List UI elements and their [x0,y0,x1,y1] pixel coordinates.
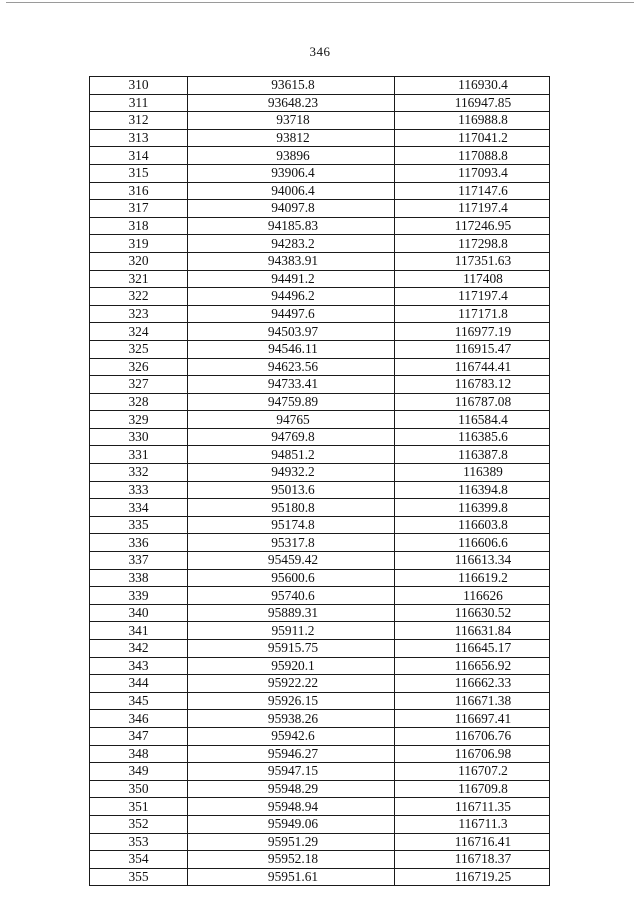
y-coordinate-cell: 116716.41 [395,833,550,851]
table-row [90,376,550,394]
table-row [90,763,550,781]
x-coordinate-cell: 95952.18 [188,851,395,869]
x-coordinate-cell: 95013.6 [188,481,395,499]
x-coordinate-cell: 93812 [188,129,395,147]
x-coordinate-cell: 93648.23 [188,94,395,112]
x-coordinate-cell: 94769.8 [188,428,395,446]
point-number-cell: 336 [90,534,188,552]
y-coordinate-cell: 116385.6 [395,428,550,446]
table-row [90,464,550,482]
y-coordinate-cell: 116619.2 [395,569,550,587]
y-coordinate-cell: 116626 [395,587,550,605]
x-coordinate-cell: 95938.26 [188,710,395,728]
y-coordinate-cell: 116787.08 [395,393,550,411]
x-coordinate-cell: 95459.42 [188,552,395,570]
table-row [90,675,550,693]
point-number-cell: 329 [90,411,188,429]
y-coordinate-cell: 116744.41 [395,358,550,376]
x-coordinate-cell: 95951.61 [188,868,395,886]
y-coordinate-cell: 116389 [395,464,550,482]
y-coordinate-cell: 116707.2 [395,763,550,781]
y-coordinate-cell: 116783.12 [395,376,550,394]
x-coordinate-cell: 94497.6 [188,305,395,323]
y-coordinate-cell: 116706.76 [395,727,550,745]
x-coordinate-cell: 94496.2 [188,288,395,306]
point-number-cell: 330 [90,428,188,446]
x-coordinate-cell: 95922.22 [188,675,395,693]
y-coordinate-cell: 116613.34 [395,552,550,570]
y-coordinate-cell: 116603.8 [395,516,550,534]
point-number-cell: 338 [90,569,188,587]
x-coordinate-cell: 93896 [188,147,395,165]
point-number-cell: 323 [90,305,188,323]
table-row [90,569,550,587]
table-row [90,112,550,130]
y-coordinate-cell: 116387.8 [395,446,550,464]
table-row [90,235,550,253]
point-number-cell: 354 [90,851,188,869]
point-number-cell: 327 [90,376,188,394]
y-coordinate-cell: 117351.63 [395,252,550,270]
point-number-cell: 318 [90,217,188,235]
y-coordinate-cell: 117298.8 [395,235,550,253]
point-number-cell: 342 [90,640,188,658]
x-coordinate-cell: 94006.4 [188,182,395,200]
y-coordinate-cell: 116394.8 [395,481,550,499]
table-row [90,446,550,464]
point-number-cell: 347 [90,727,188,745]
table-row [90,622,550,640]
y-coordinate-cell: 117147.6 [395,182,550,200]
table-row [90,217,550,235]
y-coordinate-cell: 117246.95 [395,217,550,235]
x-coordinate-cell: 94765 [188,411,395,429]
x-coordinate-cell: 95600.6 [188,569,395,587]
table-row [90,252,550,270]
point-number-cell: 343 [90,657,188,675]
x-coordinate-cell: 95942.6 [188,727,395,745]
table-row [90,851,550,869]
point-number-cell: 337 [90,552,188,570]
table-row [90,129,550,147]
table-row [90,164,550,182]
point-number-cell: 310 [90,77,188,95]
table-row [90,868,550,886]
x-coordinate-cell: 94503.97 [188,323,395,341]
x-coordinate-cell: 94491.2 [188,270,395,288]
x-coordinate-cell: 95180.8 [188,499,395,517]
x-coordinate-cell: 95920.1 [188,657,395,675]
y-coordinate-cell: 117088.8 [395,147,550,165]
table-row [90,305,550,323]
table-row [90,798,550,816]
x-coordinate-cell: 94383.91 [188,252,395,270]
table-row [90,710,550,728]
x-coordinate-cell: 95951.29 [188,833,395,851]
table-row [90,815,550,833]
x-coordinate-cell: 94932.2 [188,464,395,482]
y-coordinate-cell: 117041.2 [395,129,550,147]
y-coordinate-cell: 116915.47 [395,340,550,358]
point-number-cell: 355 [90,868,188,886]
table-row [90,77,550,95]
x-coordinate-cell: 95740.6 [188,587,395,605]
point-number-cell: 340 [90,604,188,622]
point-number-cell: 344 [90,675,188,693]
page-top-edge [6,2,634,3]
point-number-cell: 353 [90,833,188,851]
point-number-cell: 317 [90,200,188,218]
table-row [90,358,550,376]
x-coordinate-cell: 94185.83 [188,217,395,235]
point-number-cell: 331 [90,446,188,464]
x-coordinate-cell: 95926.15 [188,692,395,710]
table-row [90,587,550,605]
point-number-cell: 335 [90,516,188,534]
table-row [90,499,550,517]
y-coordinate-cell: 116930.4 [395,77,550,95]
table-row [90,745,550,763]
table-row [90,393,550,411]
x-coordinate-cell: 95915.75 [188,640,395,658]
table-row [90,516,550,534]
y-coordinate-cell: 117197.4 [395,200,550,218]
point-number-cell: 311 [90,94,188,112]
table-row [90,428,550,446]
x-coordinate-cell: 94733.41 [188,376,395,394]
point-number-cell: 313 [90,129,188,147]
table-row [90,270,550,288]
point-number-cell: 324 [90,323,188,341]
y-coordinate-cell: 116630.52 [395,604,550,622]
table-row [90,657,550,675]
x-coordinate-cell: 94546.11 [188,340,395,358]
table-row [90,340,550,358]
x-coordinate-cell: 95174.8 [188,516,395,534]
point-number-cell: 339 [90,587,188,605]
y-coordinate-cell: 116988.8 [395,112,550,130]
y-coordinate-cell: 116711.35 [395,798,550,816]
point-number-cell: 349 [90,763,188,781]
x-coordinate-cell: 95947.15 [188,763,395,781]
table-row [90,534,550,552]
y-coordinate-cell: 117093.4 [395,164,550,182]
point-number-cell: 316 [90,182,188,200]
point-number-cell: 314 [90,147,188,165]
y-coordinate-cell: 116977.19 [395,323,550,341]
page-number: 346 [309,44,331,59]
point-number-cell: 326 [90,358,188,376]
coordinate-table [89,76,550,886]
point-number-cell: 315 [90,164,188,182]
table-row [90,692,550,710]
point-number-cell: 334 [90,499,188,517]
point-number-cell: 328 [90,393,188,411]
y-coordinate-cell: 116645.17 [395,640,550,658]
x-coordinate-cell: 94283.2 [188,235,395,253]
y-coordinate-cell: 116718.37 [395,851,550,869]
y-coordinate-cell: 116706.98 [395,745,550,763]
point-number-cell: 320 [90,252,188,270]
x-coordinate-cell: 95948.94 [188,798,395,816]
x-coordinate-cell: 94623.56 [188,358,395,376]
y-coordinate-cell: 116584.4 [395,411,550,429]
table-row [90,552,550,570]
x-coordinate-cell: 95948.29 [188,780,395,798]
point-number-cell: 341 [90,622,188,640]
point-number-cell: 352 [90,815,188,833]
x-coordinate-cell: 95317.8 [188,534,395,552]
table-row [90,481,550,499]
table-body [90,77,550,886]
table-row [90,94,550,112]
table-row [90,833,550,851]
y-coordinate-cell: 116719.25 [395,868,550,886]
table-row [90,200,550,218]
y-coordinate-cell: 116947.85 [395,94,550,112]
y-coordinate-cell: 116711.3 [395,815,550,833]
y-coordinate-cell: 116399.8 [395,499,550,517]
y-coordinate-cell: 117171.8 [395,305,550,323]
point-number-cell: 345 [90,692,188,710]
point-number-cell: 351 [90,798,188,816]
table-row [90,604,550,622]
table-row [90,147,550,165]
point-number-cell: 319 [90,235,188,253]
point-number-cell: 332 [90,464,188,482]
y-coordinate-cell: 117197.4 [395,288,550,306]
table-row [90,288,550,306]
point-number-cell: 312 [90,112,188,130]
point-number-cell: 322 [90,288,188,306]
point-number-cell: 346 [90,710,188,728]
x-coordinate-cell: 93615.8 [188,77,395,95]
table-row [90,323,550,341]
point-number-cell: 325 [90,340,188,358]
point-number-cell: 350 [90,780,188,798]
point-number-cell: 348 [90,745,188,763]
point-number-cell: 333 [90,481,188,499]
point-number-cell: 321 [90,270,188,288]
table-row [90,727,550,745]
x-coordinate-cell: 93718 [188,112,395,130]
y-coordinate-cell: 116709.8 [395,780,550,798]
x-coordinate-cell: 94759.89 [188,393,395,411]
x-coordinate-cell: 95946.27 [188,745,395,763]
y-coordinate-cell: 116656.92 [395,657,550,675]
y-coordinate-cell: 116662.33 [395,675,550,693]
y-coordinate-cell: 116697.41 [395,710,550,728]
table-row [90,182,550,200]
y-coordinate-cell: 117408 [395,270,550,288]
x-coordinate-cell: 95889.31 [188,604,395,622]
y-coordinate-cell: 116631.84 [395,622,550,640]
table-row [90,780,550,798]
y-coordinate-cell: 116606.6 [395,534,550,552]
x-coordinate-cell: 93906.4 [188,164,395,182]
x-coordinate-cell: 95949.06 [188,815,395,833]
x-coordinate-cell: 94851.2 [188,446,395,464]
table-row [90,411,550,429]
table-row [90,640,550,658]
x-coordinate-cell: 95911.2 [188,622,395,640]
y-coordinate-cell: 116671.38 [395,692,550,710]
x-coordinate-cell: 94097.8 [188,200,395,218]
